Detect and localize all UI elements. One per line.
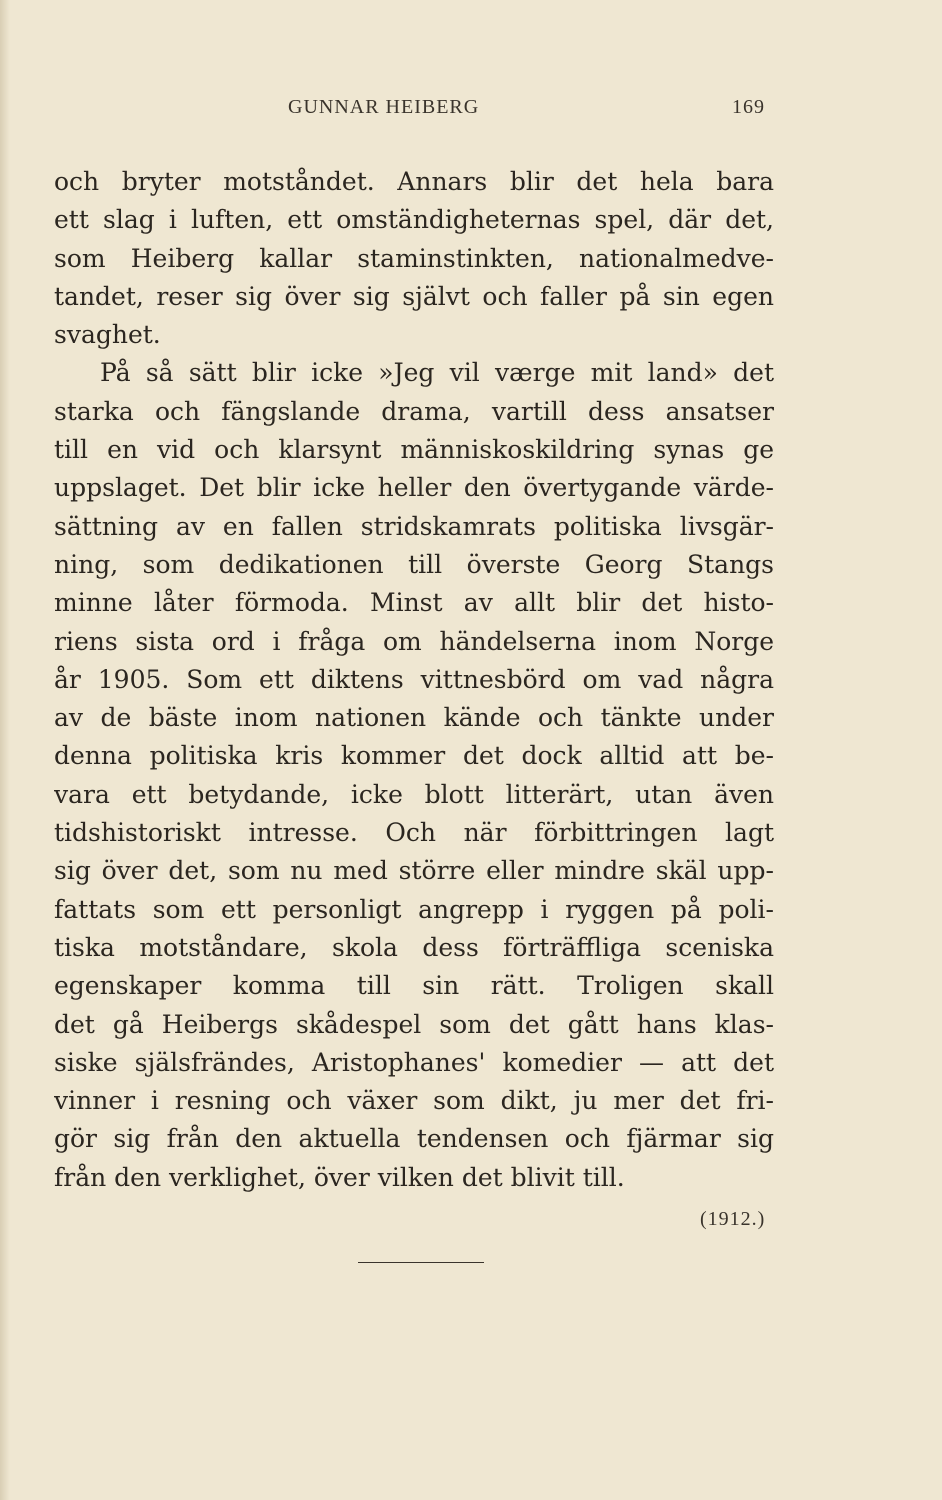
page-number: 169 (732, 96, 765, 118)
text-line: från den verklighet, över vilken det blivit till. (54, 1162, 625, 1192)
text-line: vinner i resning och växer som dikt, ju mer det fri- (54, 1086, 774, 1116)
text-line: och bryter motståndet. Annars blir det hela bara (54, 167, 774, 196)
text-line: siske själsfrändes, Aristophanes' komedier — att det (54, 1047, 774, 1077)
text-line: tandet, reser sig över sig självt och faller på sin egen (54, 281, 774, 311)
page-edge (0, 0, 10, 1500)
text-line: svaghet. (54, 320, 161, 350)
text-line: av de bäste inom nationen kände och tänkte under (54, 703, 774, 733)
text-line: minne låter förmoda. Minst av allt blir det histo- (54, 588, 774, 618)
text-line: tidshistoriskt intresse. Och när förbittringen lagt (54, 818, 774, 848)
date-signature: (1912.) (700, 1208, 766, 1230)
text-line: sättning av en fallen stridskamrats politiska livsgär- (54, 511, 774, 541)
text-line: till en vid och klarsynt människoskildring synas ge (54, 435, 774, 465)
text-line: egenskaper komma till sin rätt. Troligen skall (54, 971, 774, 1001)
text-line: vara ett betydande, icke blott litterärt, utan även (54, 779, 774, 809)
text-line: ning, som dedikationen till överste Georg Stangs (54, 549, 774, 579)
running-head-title: GUNNAR HEIBERG (288, 96, 480, 118)
end-rule (358, 1262, 484, 1263)
text-line: sig över det, som nu med större eller mindre skäl upp- (54, 856, 774, 886)
text-line: tiska motståndare, skola dess förträffliga sceniska (54, 932, 774, 962)
text-line: uppslaget. Det blir icke heller den övertygande värde- (54, 473, 774, 503)
text-line: fattats som ett personligt angrepp i ryggen på poli- (54, 894, 774, 924)
text-line: det gå Heibergs skådespel som det gått hans klas- (54, 1009, 774, 1039)
text-line: gör sig från den aktuella tendensen och fjärmar sig (54, 1124, 774, 1154)
text-line: ett slag i luften, ett omständigheternas spel, där det, (54, 205, 774, 235)
text-line: år 1905. Som ett diktens vittnesbörd om vad några (54, 664, 774, 694)
text-line: som Heiberg kallar staminstinkten, nationalmedve- (54, 243, 774, 273)
text-line: riens sista ord i fråga om händelserna inom Norge (54, 626, 774, 656)
running-head (0, 96, 942, 126)
text-line: starka och fängslande drama, vartill dess ansatser (54, 396, 774, 426)
text-line: denna politiska kris kommer det dock alltid att be- (54, 741, 774, 771)
text-line: På så sätt blir icke »Jeg vil værge mit land» det (100, 358, 774, 388)
body-text (54, 163, 774, 1197)
